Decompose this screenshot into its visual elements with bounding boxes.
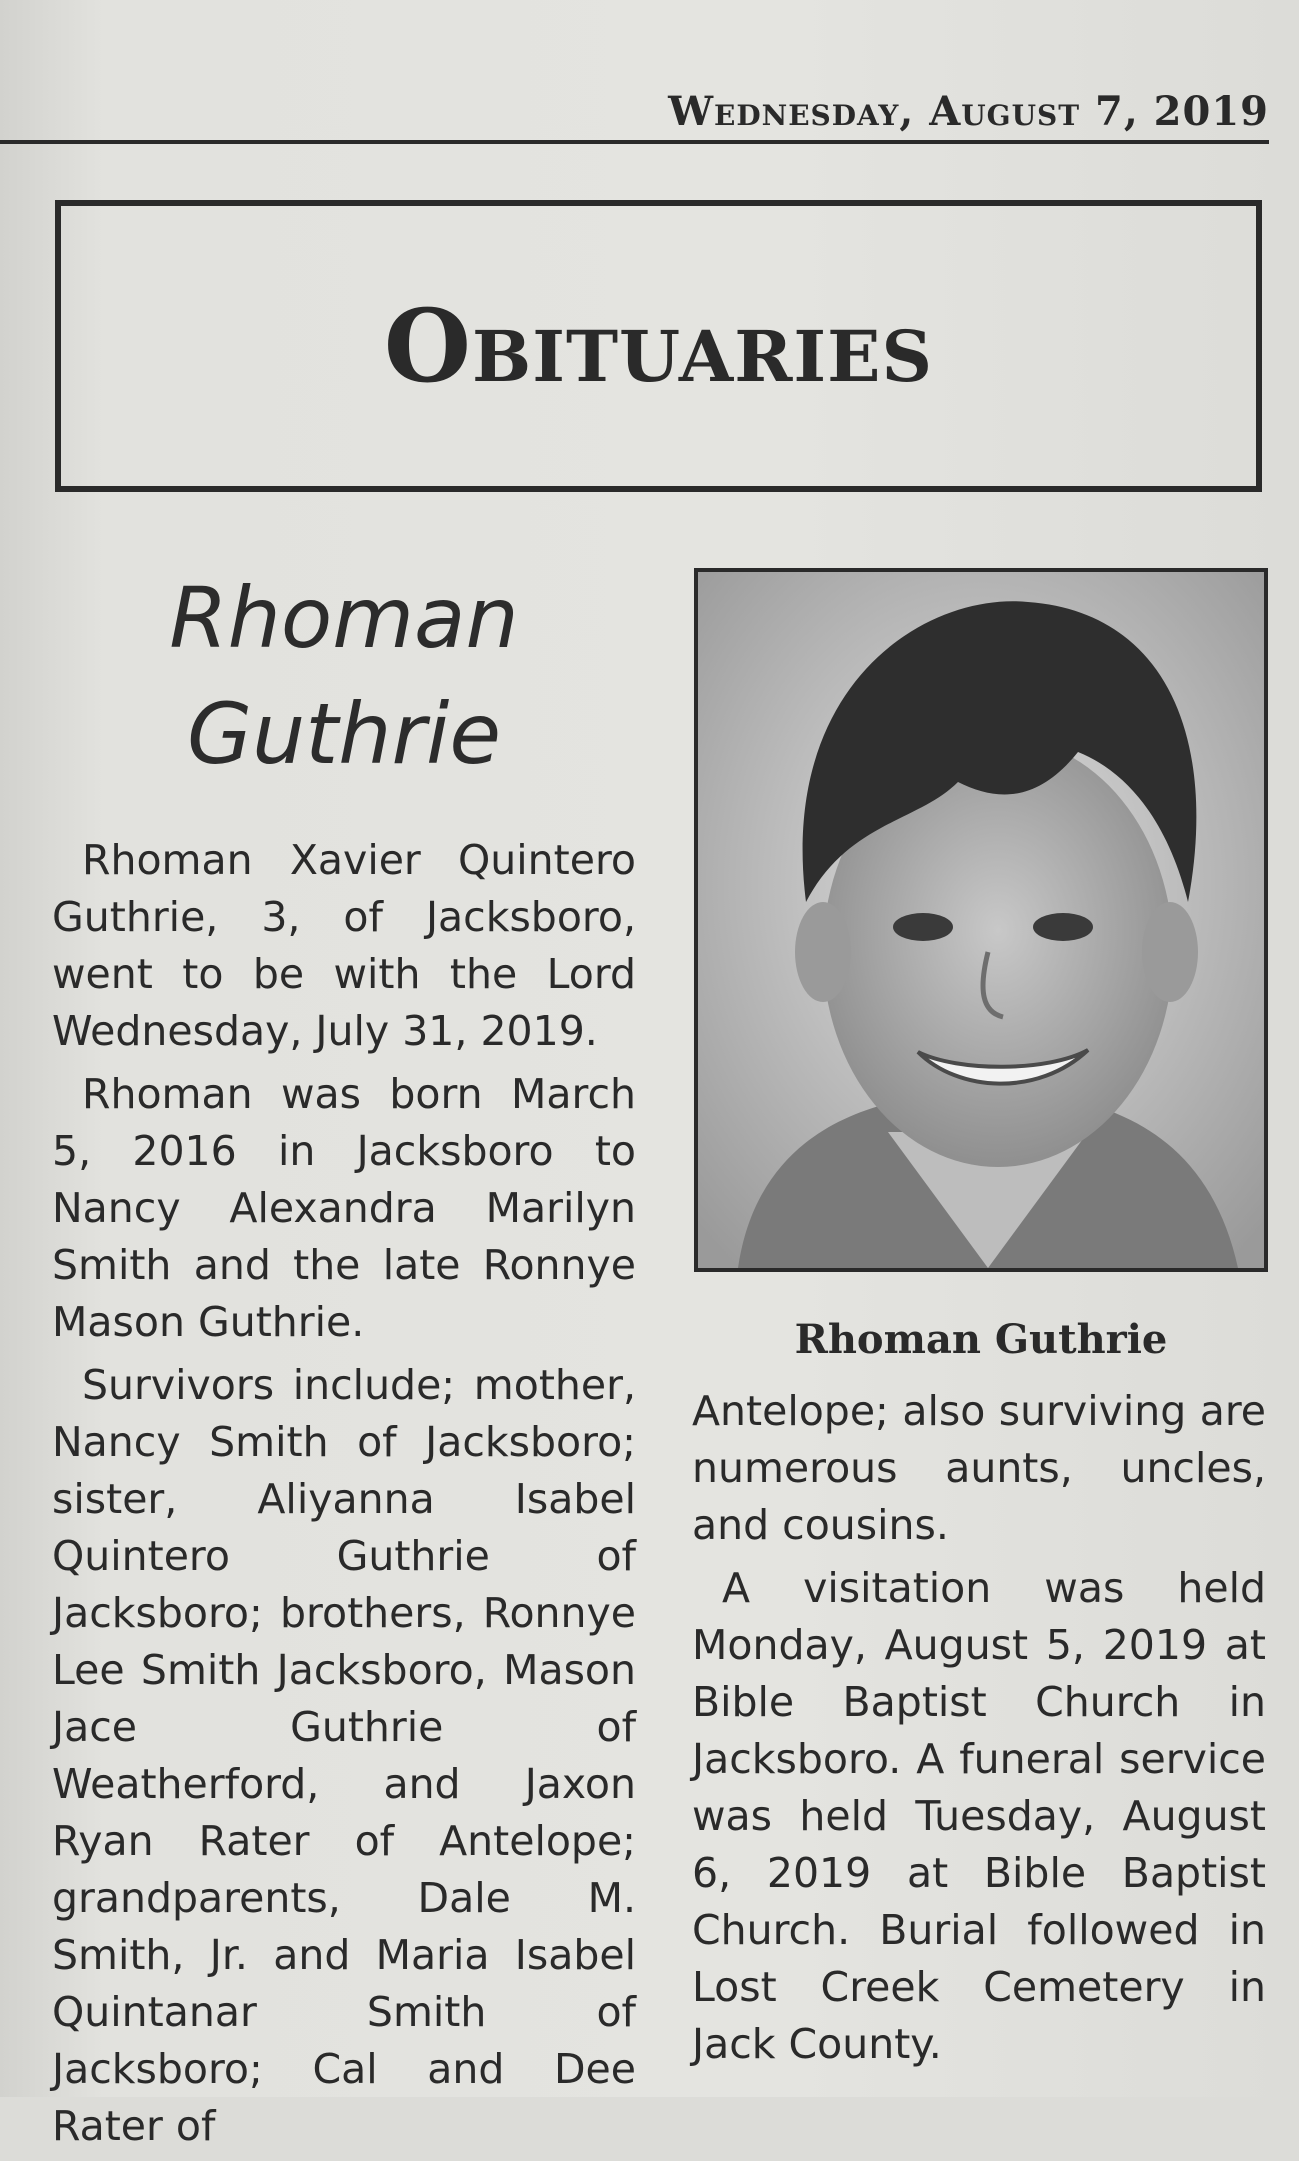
photo-caption: Rhoman Guthrie [794, 1316, 1168, 1363]
obituary-name [52, 560, 636, 792]
paragraph-survivors-continued: Antelope; also surviving are numerous aunts, uncles, and cousins. [692, 1387, 1266, 1549]
header-rule [0, 140, 1269, 144]
paragraph-survivors: Survivors include; mother, Nancy Smith of Jacksboro; sister, Aliyanna Isabel Quintero Guthrie of Jacksboro; brothers, Ronnye Lee Smith Jacksboro, Mason Jace Guthrie of Weatherford, and Jaxon Ryan Rater of Antelope; grandparents, Dale M. Smith, Jr. and Maria Isabel Quintanar Smith of Jacksboro; Cal and Dee Rater of [52, 1361, 636, 2150]
paragraph-services: A visitation was held Monday, August 5, 2019 at Bible Baptist Church in Jacksboro. A funeral service was held Tuesday, August 6, 2019 at Bible Baptist Church. Burial followed in Lost Creek Cemetery in Jack County. [692, 1564, 1266, 2068]
paragraph-intro: Rhoman Xavier Quintero Guthrie, 3, of Jacksboro, went to be with the Lord Wednesday, July 31, 2019. [52, 836, 636, 1055]
paragraph-birth: Rhoman was born March 5, 2016 in Jacksboro to Nancy Alexandra Marilyn Smith and the late Ronnye Mason Guthrie. [52, 1070, 636, 1346]
name-line-1: Rhoman [169, 569, 519, 667]
dateline: Wednesday, August 7, 2019 [668, 88, 1269, 135]
left-column [52, 560, 636, 2161]
portrait-image [698, 572, 1264, 1268]
section-title: Obituaries [383, 287, 934, 405]
portrait-photo [694, 568, 1268, 1272]
name-line-2: Guthrie [186, 685, 502, 783]
section-header-box [55, 200, 1262, 492]
right-column [692, 1383, 1266, 2079]
